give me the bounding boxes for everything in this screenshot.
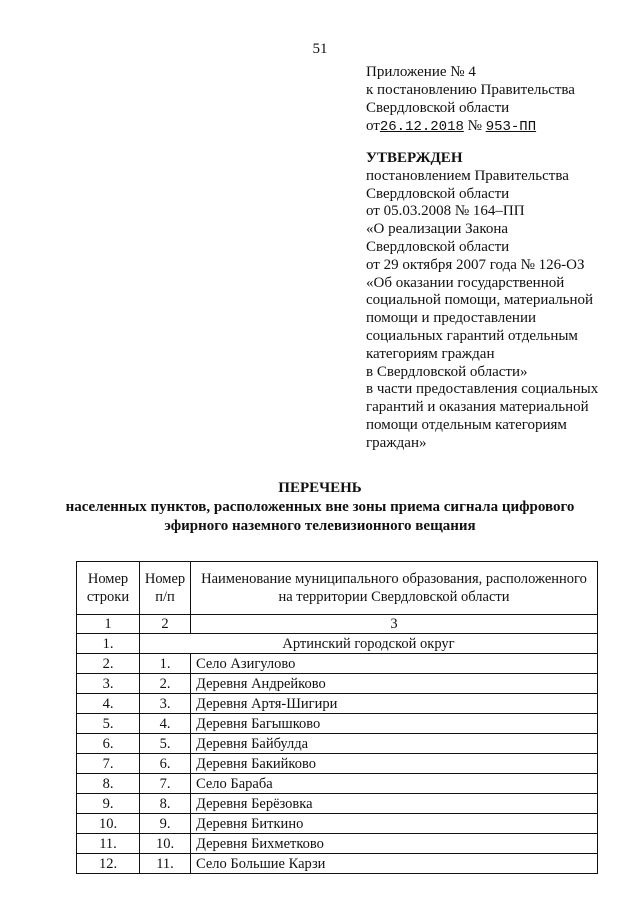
item-number: 2. xyxy=(140,674,191,694)
decree-date: 26.12.2018 xyxy=(379,119,464,135)
settlement-name: Деревня Байбулда xyxy=(191,734,598,754)
approved-heading: УТВЕРЖДЕН xyxy=(366,150,463,166)
item-number: 8. xyxy=(140,794,191,814)
title-subtitle: населенных пунктов, расположенных вне зоны приема сигнала цифрового xyxy=(65,499,575,515)
table-row xyxy=(77,774,598,794)
table-body xyxy=(77,654,598,874)
approved-line: категориям граждан xyxy=(366,345,495,362)
appendix-line: к постановлению Правительства xyxy=(366,82,575,98)
column-number: 3 xyxy=(191,615,598,634)
group-row xyxy=(77,634,598,654)
settlement-name: Деревня Бакийково xyxy=(191,754,598,774)
table-row xyxy=(77,694,598,714)
settlement-name: Деревня Багышково xyxy=(191,714,598,734)
row-number: 3. xyxy=(77,674,140,694)
number-prefix: № xyxy=(467,118,482,134)
approved-line: граждан» xyxy=(366,434,427,451)
approved-block xyxy=(366,150,628,453)
row-number: 4. xyxy=(77,694,140,714)
title-heading: ПЕРЕЧЕНЬ xyxy=(278,480,362,496)
approved-line: Свердловской области xyxy=(366,185,510,202)
item-number: 5. xyxy=(140,734,191,754)
header-name: Наименование муниципального образования, расположенного на территории Свердловской области xyxy=(191,562,598,615)
item-number: 6. xyxy=(140,754,191,774)
settlement-name: Деревня Биткино xyxy=(191,814,598,834)
approved-line: «Об оказании государственной xyxy=(366,274,565,291)
table-row xyxy=(77,834,598,854)
item-number: 11. xyxy=(140,854,191,874)
approved-line: «О реализации Закона xyxy=(366,221,509,238)
table-row xyxy=(77,714,598,734)
row-number: 7. xyxy=(77,754,140,774)
page-number: 51 xyxy=(312,41,328,57)
column-number: 1 xyxy=(77,615,140,634)
settlement-name: Деревня Берёзовка xyxy=(191,794,598,814)
row-number: 1. xyxy=(77,634,140,654)
row-number: 2. xyxy=(77,654,140,674)
row-number: 11. xyxy=(77,834,140,854)
approved-line: помощи и предоставлении xyxy=(366,310,536,327)
column-number: 2 xyxy=(140,615,191,634)
table-row xyxy=(77,794,598,814)
decree-number: 953-ПП xyxy=(485,119,537,135)
header-item-number: Номер п/п xyxy=(140,562,191,615)
row-number: 8. xyxy=(77,774,140,794)
document-title xyxy=(0,479,640,536)
settlements-table xyxy=(76,561,598,874)
item-number: 4. xyxy=(140,714,191,734)
table-row xyxy=(77,754,598,774)
approved-line: социальных гарантий отдельным xyxy=(366,327,578,344)
municipality-name: Артинский городской округ xyxy=(140,634,598,654)
table-row xyxy=(77,854,598,874)
title-subtitle: эфирного наземного телевизионного вещания xyxy=(164,518,476,534)
row-number: 10. xyxy=(77,814,140,834)
settlement-name: Деревня Андрейково xyxy=(191,674,598,694)
table-row xyxy=(77,674,598,694)
approved-line: от 29 октября 2007 года № 126-ОЗ xyxy=(366,256,585,273)
table-row xyxy=(77,734,598,754)
settlement-name: Деревня Артя-Шигири xyxy=(191,694,598,714)
header-row-number: Номер строки xyxy=(77,562,140,615)
item-number: 10. xyxy=(140,834,191,854)
settlement-name: Деревня Бихметково xyxy=(191,834,598,854)
column-numbers-row xyxy=(77,615,598,634)
settlement-name: Село Большие Карзи xyxy=(191,854,598,874)
approved-line: гарантий и оказания материальной xyxy=(366,399,589,416)
row-number: 5. xyxy=(77,714,140,734)
item-number: 7. xyxy=(140,774,191,794)
row-number: 9. xyxy=(77,794,140,814)
item-number: 1. xyxy=(140,654,191,674)
appendix-date-line xyxy=(366,117,575,136)
item-number: 3. xyxy=(140,694,191,714)
settlement-name: Село Азигулово xyxy=(191,654,598,674)
table-header-row xyxy=(77,562,598,615)
approved-line: в части предоставления социальных xyxy=(366,381,599,398)
appendix-block xyxy=(366,63,575,136)
approved-line: постановлением Правительства xyxy=(366,167,569,184)
approved-line: Свердловской области xyxy=(366,238,510,255)
table-row xyxy=(77,654,598,674)
approved-line: помощи отдельным категориям xyxy=(366,416,567,433)
date-prefix: от xyxy=(366,118,380,134)
appendix-line: Свердловской области xyxy=(366,100,510,116)
settlement-name: Село Бараба xyxy=(191,774,598,794)
row-number: 6. xyxy=(77,734,140,754)
approved-line: в Свердловской области» xyxy=(366,363,528,380)
table-row xyxy=(77,814,598,834)
item-number: 9. xyxy=(140,814,191,834)
approved-line: от 05.03.2008 № 164–ПП xyxy=(366,203,525,220)
appendix-title: Приложение № 4 xyxy=(366,64,476,80)
row-number: 12. xyxy=(77,854,140,874)
approved-line: социальной помощи, материальной xyxy=(366,292,594,309)
